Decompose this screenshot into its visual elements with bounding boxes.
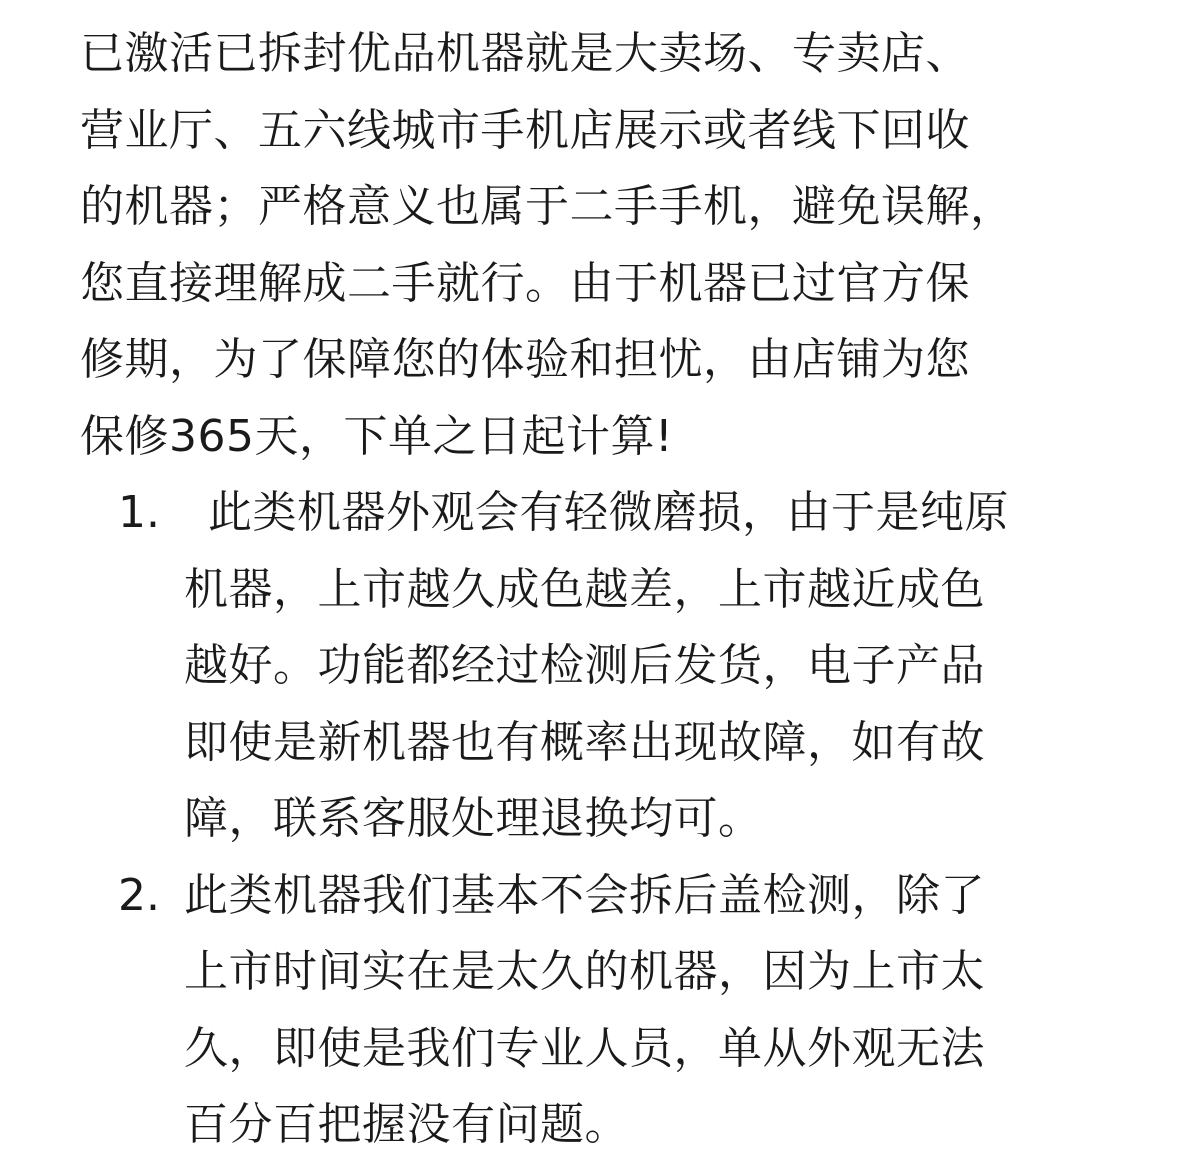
- list-item-line: 百分百把握没有问题。: [184, 1099, 629, 1150]
- intro-line: 保修365天，下单之日起计算!: [80, 410, 674, 462]
- list-item: [80, 475, 1140, 858]
- intro-line: 营业厅、五六线城市手机店展示或者线下回收: [80, 104, 970, 156]
- list-item-text: [184, 858, 1140, 1164]
- list-item-line: 久，即使是我们专业人员，单从外观无法: [184, 1022, 985, 1074]
- list-item-line: 障，联系客服处理退换均可。: [184, 793, 763, 844]
- numbered-list: [80, 475, 1140, 1164]
- list-item-number: 2.: [118, 869, 160, 921]
- list-item-text: [184, 475, 1140, 858]
- list-item-line: 机器，上市越久成色越差，上市越近成色: [184, 563, 985, 615]
- intro-line: 已激活已拆封优品机器就是大卖场、专卖店、: [80, 28, 970, 79]
- document-body: [80, 16, 1140, 1164]
- intro-paragraph: [80, 16, 1140, 475]
- list-item: [80, 858, 1140, 1164]
- intro-line: 修期，为了保障您的体验和担忧，由店铺为您: [80, 334, 970, 385]
- list-item-line: 即使是新机器也有概率出现故障，如有故: [184, 716, 985, 768]
- list-item-line: 此类机器外观会有轻微磨损，由于是纯原: [208, 487, 1009, 538]
- intro-line: 的机器；严格意义也属于二手手机，避免误解，: [80, 181, 1015, 232]
- list-item-line: 此类机器我们基本不会拆后盖检测，除了: [184, 869, 985, 921]
- list-item-line: 越好。功能都经过检测后发货，电子产品: [184, 640, 985, 691]
- list-item-number: 1.: [118, 487, 160, 538]
- list-item-line: 上市时间实在是太久的机器，因为上市太: [184, 946, 985, 997]
- intro-line: 您直接理解成二手就行。由于机器已过官方保: [80, 257, 970, 309]
